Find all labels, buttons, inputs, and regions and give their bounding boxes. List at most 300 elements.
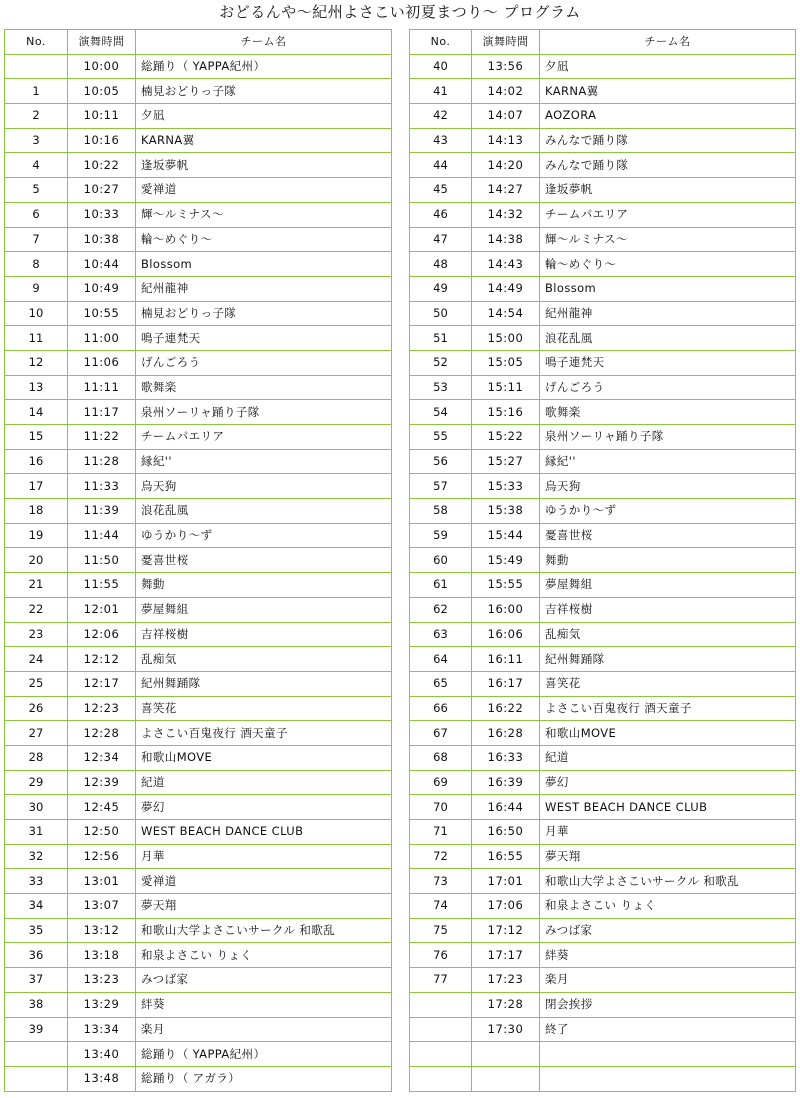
row-number: 3 xyxy=(5,128,68,153)
row-number: 5 xyxy=(5,178,68,203)
program-rows-right xyxy=(410,54,796,1091)
table-row xyxy=(5,128,392,153)
table-row xyxy=(5,844,392,869)
row-time: 15:38 xyxy=(472,499,540,524)
row-number: 17 xyxy=(5,474,68,499)
row-number: 64 xyxy=(410,647,472,672)
row-team-name: 閉会挨拶 xyxy=(540,992,796,1017)
row-number: 73 xyxy=(410,869,472,894)
row-team-name: 和歌山MOVE xyxy=(540,721,796,746)
row-time: 11:33 xyxy=(68,474,136,499)
row-team-name: みつば家 xyxy=(136,968,392,993)
table-row xyxy=(410,918,796,943)
row-number: 24 xyxy=(5,647,68,672)
row-number: 41 xyxy=(410,79,472,104)
row-number: 58 xyxy=(410,499,472,524)
row-time: 17:06 xyxy=(472,894,540,919)
row-number: 42 xyxy=(410,104,472,129)
row-team-name: 烏天狗 xyxy=(136,474,392,499)
row-time: 10:44 xyxy=(68,252,136,277)
table-row xyxy=(410,548,796,573)
row-number: 20 xyxy=(5,548,68,573)
table-row xyxy=(410,375,796,400)
row-team-name: 輝〜ルミナス〜 xyxy=(136,202,392,227)
table-row xyxy=(5,696,392,721)
row-number: 43 xyxy=(410,128,472,153)
table-row xyxy=(5,79,392,104)
row-number: 53 xyxy=(410,375,472,400)
row-time: 13:07 xyxy=(68,894,136,919)
row-team-name: 吉祥桜樹 xyxy=(540,597,796,622)
table-row xyxy=(410,54,796,79)
table-row xyxy=(5,227,392,252)
row-time: 17:23 xyxy=(472,968,540,993)
table-row xyxy=(410,869,796,894)
table-row xyxy=(5,449,392,474)
row-team-name: みんなで踊り隊 xyxy=(540,153,796,178)
table-row xyxy=(5,943,392,968)
row-team-name: 和泉よさこい りょく xyxy=(540,894,796,919)
row-number: 49 xyxy=(410,276,472,301)
table-row xyxy=(5,301,392,326)
row-time: 10:05 xyxy=(68,79,136,104)
row-team-name: KARNA翼 xyxy=(540,79,796,104)
row-number: 37 xyxy=(5,968,68,993)
table-row xyxy=(410,894,796,919)
table-row xyxy=(410,523,796,548)
row-time: 10:33 xyxy=(68,202,136,227)
table-row xyxy=(5,622,392,647)
row-team-name: 絆葵 xyxy=(136,992,392,1017)
row-time: 12:56 xyxy=(68,844,136,869)
row-number: 71 xyxy=(410,820,472,845)
row-team-name: 終了 xyxy=(540,1017,796,1042)
row-number: 56 xyxy=(410,449,472,474)
row-number xyxy=(5,1042,68,1067)
row-number: 47 xyxy=(410,227,472,252)
row-time: 14:43 xyxy=(472,252,540,277)
row-time: 11:44 xyxy=(68,523,136,548)
header-time: 演舞時間 xyxy=(472,30,540,55)
row-time: 16:28 xyxy=(472,721,540,746)
table-row xyxy=(5,597,392,622)
table-row xyxy=(410,499,796,524)
row-time: 17:30 xyxy=(472,1017,540,1042)
row-number: 10 xyxy=(5,301,68,326)
row-team-name: 愛禅道 xyxy=(136,869,392,894)
row-team-name: 総踊り（ アガラ） xyxy=(136,1066,392,1091)
row-time: 11:39 xyxy=(68,499,136,524)
row-team-name: 喜笑花 xyxy=(540,671,796,696)
table-row xyxy=(410,1042,796,1067)
table-row xyxy=(5,548,392,573)
row-time: 12:12 xyxy=(68,647,136,672)
row-team-name: 紀州舞踊隊 xyxy=(136,671,392,696)
row-time: 17:17 xyxy=(472,943,540,968)
table-row xyxy=(410,178,796,203)
row-time: 12:06 xyxy=(68,622,136,647)
table-row xyxy=(410,647,796,672)
table-row xyxy=(5,499,392,524)
row-team-name: 舞動 xyxy=(136,573,392,598)
header-team: チーム名 xyxy=(540,30,796,55)
row-time: 15:16 xyxy=(472,400,540,425)
row-time: 10:16 xyxy=(68,128,136,153)
row-number: 68 xyxy=(410,745,472,770)
row-time: 15:05 xyxy=(472,350,540,375)
row-time: 15:49 xyxy=(472,548,540,573)
row-team-name: 紀道 xyxy=(136,770,392,795)
row-time: 10:38 xyxy=(68,227,136,252)
row-number: 69 xyxy=(410,770,472,795)
row-team-name: 吉祥桜樹 xyxy=(136,622,392,647)
row-team-name: 憂喜世桜 xyxy=(540,523,796,548)
row-number: 32 xyxy=(5,844,68,869)
row-time: 12:23 xyxy=(68,696,136,721)
row-team-name: AOZORA xyxy=(540,104,796,129)
table-row xyxy=(5,1017,392,1042)
table-row xyxy=(5,647,392,672)
row-time: 14:27 xyxy=(472,178,540,203)
row-number: 74 xyxy=(410,894,472,919)
table-row xyxy=(410,844,796,869)
row-team-name: ゆうかり〜ず xyxy=(136,523,392,548)
row-team-name: 和歌山大学よさこいサークル 和歌乱 xyxy=(136,918,392,943)
row-time: 16:17 xyxy=(472,671,540,696)
row-number: 55 xyxy=(410,425,472,450)
row-team-name xyxy=(540,1042,796,1067)
row-team-name: 浪花乱風 xyxy=(136,499,392,524)
table-row xyxy=(5,573,392,598)
row-time: 17:28 xyxy=(472,992,540,1017)
table-row xyxy=(5,820,392,845)
table-row xyxy=(410,301,796,326)
row-team-name: 夢天翔 xyxy=(540,844,796,869)
table-row xyxy=(410,795,796,820)
row-time: 13:48 xyxy=(68,1066,136,1091)
table-row xyxy=(5,350,392,375)
row-team-name: みんなで踊り隊 xyxy=(540,128,796,153)
row-number: 23 xyxy=(5,622,68,647)
row-time: 14:32 xyxy=(472,202,540,227)
row-number: 13 xyxy=(5,375,68,400)
row-number: 65 xyxy=(410,671,472,696)
program-rows-left xyxy=(5,54,392,1091)
row-team-name: 逢坂夢帆 xyxy=(136,153,392,178)
table-row xyxy=(410,128,796,153)
row-time: 14:49 xyxy=(472,276,540,301)
row-number: 38 xyxy=(5,992,68,1017)
row-team-name: よさこい百鬼夜行 酒天童子 xyxy=(136,721,392,746)
row-team-name: 乱痴気 xyxy=(540,622,796,647)
row-number: 25 xyxy=(5,671,68,696)
row-time: 16:33 xyxy=(472,745,540,770)
row-team-name: チームパエリア xyxy=(136,425,392,450)
table-row xyxy=(410,820,796,845)
page-title: おどるんや〜紀州よさこい初夏まつり〜 プログラム xyxy=(219,3,581,21)
row-time: 15:33 xyxy=(472,474,540,499)
table-row xyxy=(410,350,796,375)
row-team-name: 夕凪 xyxy=(136,104,392,129)
row-number: 46 xyxy=(410,202,472,227)
row-number: 66 xyxy=(410,696,472,721)
table-row xyxy=(5,252,392,277)
row-team-name: よさこい百鬼夜行 酒天童子 xyxy=(540,696,796,721)
table-row xyxy=(410,1066,796,1091)
table-row xyxy=(410,400,796,425)
row-time: 12:01 xyxy=(68,597,136,622)
row-team-name: WEST BEACH DANCE CLUB xyxy=(136,820,392,845)
row-time: 14:54 xyxy=(472,301,540,326)
table-row xyxy=(5,968,392,993)
row-time: 16:06 xyxy=(472,622,540,647)
table-row xyxy=(5,795,392,820)
table-header-row xyxy=(5,30,392,55)
program-table-right xyxy=(409,29,796,1092)
table-row xyxy=(410,425,796,450)
row-team-name: 縁紀'' xyxy=(136,449,392,474)
row-number: 54 xyxy=(410,400,472,425)
row-time: 15:00 xyxy=(472,326,540,351)
row-time: 14:13 xyxy=(472,128,540,153)
row-number xyxy=(5,1066,68,1091)
row-team-name: 月華 xyxy=(540,820,796,845)
row-number: 59 xyxy=(410,523,472,548)
row-number: 36 xyxy=(5,943,68,968)
row-number xyxy=(410,1066,472,1091)
row-team-name: ゆうかり〜ず xyxy=(540,499,796,524)
row-team-name: 輝〜ルミナス〜 xyxy=(540,227,796,252)
row-time: 13:40 xyxy=(68,1042,136,1067)
table-row xyxy=(5,400,392,425)
row-time: 12:45 xyxy=(68,795,136,820)
row-number xyxy=(5,54,68,79)
row-time: 12:50 xyxy=(68,820,136,845)
table-row xyxy=(5,326,392,351)
row-team-name: Blossom xyxy=(540,276,796,301)
table-row xyxy=(5,276,392,301)
table-row xyxy=(5,375,392,400)
row-team-name xyxy=(540,1066,796,1091)
table-row xyxy=(5,523,392,548)
table-row xyxy=(410,104,796,129)
table-row xyxy=(5,104,392,129)
table-row xyxy=(5,178,392,203)
row-team-name: 総踊り（ YAPPA紀州） xyxy=(136,1042,392,1067)
row-number: 35 xyxy=(5,918,68,943)
row-time: 12:17 xyxy=(68,671,136,696)
row-time: 11:28 xyxy=(68,449,136,474)
row-time: 15:55 xyxy=(472,573,540,598)
row-number: 6 xyxy=(5,202,68,227)
row-team-name: 総踊り（ YAPPA紀州） xyxy=(136,54,392,79)
row-team-name: 楠見おどりっ子隊 xyxy=(136,79,392,104)
row-team-name: 喜笑花 xyxy=(136,696,392,721)
row-team-name: 夢屋舞組 xyxy=(540,573,796,598)
row-time: 14:20 xyxy=(472,153,540,178)
row-team-name: 輪〜めぐり〜 xyxy=(540,252,796,277)
table-row xyxy=(5,1066,392,1091)
row-team-name: 泉州ソーリャ踊り子隊 xyxy=(540,425,796,450)
row-time: 16:11 xyxy=(472,647,540,672)
row-time: 13:29 xyxy=(68,992,136,1017)
row-time: 11:17 xyxy=(68,400,136,425)
row-time: 12:34 xyxy=(68,745,136,770)
row-team-name: 紀州龍神 xyxy=(540,301,796,326)
row-time: 13:56 xyxy=(472,54,540,79)
table-row xyxy=(410,79,796,104)
row-team-name: 月華 xyxy=(136,844,392,869)
row-time: 16:00 xyxy=(472,597,540,622)
row-team-name: 和泉よさこい りょく xyxy=(136,943,392,968)
row-time: 16:44 xyxy=(472,795,540,820)
row-team-name: 鳴子連梵天 xyxy=(540,350,796,375)
row-number: 60 xyxy=(410,548,472,573)
row-team-name: Blossom xyxy=(136,252,392,277)
table-row xyxy=(410,992,796,1017)
header-no: No. xyxy=(5,30,68,55)
row-number: 44 xyxy=(410,153,472,178)
row-time: 13:01 xyxy=(68,869,136,894)
row-time xyxy=(472,1066,540,1091)
table-row xyxy=(410,943,796,968)
row-team-name: 乱痴気 xyxy=(136,647,392,672)
row-number: 15 xyxy=(5,425,68,450)
row-number: 26 xyxy=(5,696,68,721)
row-number: 48 xyxy=(410,252,472,277)
row-time: 10:11 xyxy=(68,104,136,129)
row-team-name: 夢屋舞組 xyxy=(136,597,392,622)
row-time: 14:07 xyxy=(472,104,540,129)
row-number: 22 xyxy=(5,597,68,622)
table-row xyxy=(410,1017,796,1042)
table-row xyxy=(410,153,796,178)
table-row xyxy=(410,573,796,598)
table-row xyxy=(410,597,796,622)
table-row xyxy=(410,696,796,721)
row-number: 57 xyxy=(410,474,472,499)
table-header-row xyxy=(410,30,796,55)
row-number: 70 xyxy=(410,795,472,820)
row-time: 17:01 xyxy=(472,869,540,894)
row-number: 75 xyxy=(410,918,472,943)
row-team-name: みつば家 xyxy=(540,918,796,943)
row-time: 13:34 xyxy=(68,1017,136,1042)
row-time xyxy=(472,1042,540,1067)
row-number: 19 xyxy=(5,523,68,548)
row-team-name: 鳴子連梵天 xyxy=(136,326,392,351)
row-number: 18 xyxy=(5,499,68,524)
row-number: 9 xyxy=(5,276,68,301)
table-row xyxy=(410,276,796,301)
row-number: 62 xyxy=(410,597,472,622)
row-time: 16:50 xyxy=(472,820,540,845)
row-team-name: 紀道 xyxy=(540,745,796,770)
table-row xyxy=(5,918,392,943)
row-number: 45 xyxy=(410,178,472,203)
row-number: 51 xyxy=(410,326,472,351)
table-row xyxy=(5,671,392,696)
row-team-name: 歌舞楽 xyxy=(540,400,796,425)
row-team-name: 逢坂夢帆 xyxy=(540,178,796,203)
row-time: 12:28 xyxy=(68,721,136,746)
row-number: 40 xyxy=(410,54,472,79)
row-time: 10:22 xyxy=(68,153,136,178)
row-team-name: WEST BEACH DANCE CLUB xyxy=(540,795,796,820)
row-time: 11:22 xyxy=(68,425,136,450)
row-time: 10:00 xyxy=(68,54,136,79)
table-row xyxy=(5,869,392,894)
row-time: 13:12 xyxy=(68,918,136,943)
row-number: 67 xyxy=(410,721,472,746)
row-time: 13:18 xyxy=(68,943,136,968)
row-number: 11 xyxy=(5,326,68,351)
row-team-name: 愛禅道 xyxy=(136,178,392,203)
row-time: 14:38 xyxy=(472,227,540,252)
table-row xyxy=(410,671,796,696)
row-team-name: 楠見おどりっ子隊 xyxy=(136,301,392,326)
row-number: 14 xyxy=(5,400,68,425)
table-row xyxy=(410,622,796,647)
row-number: 52 xyxy=(410,350,472,375)
row-number: 2 xyxy=(5,104,68,129)
table-row xyxy=(410,227,796,252)
row-time: 11:06 xyxy=(68,350,136,375)
row-team-name: 和歌山MOVE xyxy=(136,745,392,770)
row-number: 12 xyxy=(5,350,68,375)
row-team-name: 夢天翔 xyxy=(136,894,392,919)
row-team-name: 楽月 xyxy=(136,1017,392,1042)
table-row xyxy=(410,449,796,474)
row-time: 16:55 xyxy=(472,844,540,869)
row-time: 13:23 xyxy=(68,968,136,993)
table-row xyxy=(5,54,392,79)
row-team-name: 夢幻 xyxy=(136,795,392,820)
row-time: 12:39 xyxy=(68,770,136,795)
table-row xyxy=(410,252,796,277)
table-row xyxy=(5,153,392,178)
row-number: 72 xyxy=(410,844,472,869)
row-number xyxy=(410,992,472,1017)
table-row xyxy=(410,721,796,746)
row-number: 16 xyxy=(5,449,68,474)
row-time: 10:55 xyxy=(68,301,136,326)
row-time: 11:00 xyxy=(68,326,136,351)
row-number: 4 xyxy=(5,153,68,178)
row-time: 15:11 xyxy=(472,375,540,400)
row-number: 21 xyxy=(5,573,68,598)
row-time: 11:11 xyxy=(68,375,136,400)
row-team-name: 紀州龍神 xyxy=(136,276,392,301)
row-number: 61 xyxy=(410,573,472,598)
row-team-name: チームパエリア xyxy=(540,202,796,227)
table-row xyxy=(5,425,392,450)
row-time: 10:49 xyxy=(68,276,136,301)
row-number xyxy=(410,1017,472,1042)
header-time: 演舞時間 xyxy=(68,30,136,55)
row-number: 50 xyxy=(410,301,472,326)
row-team-name: 和歌山大学よさこいサークル 和歌乱 xyxy=(540,869,796,894)
row-number: 8 xyxy=(5,252,68,277)
table-row xyxy=(410,202,796,227)
row-number: 76 xyxy=(410,943,472,968)
table-row xyxy=(5,721,392,746)
table-row xyxy=(410,474,796,499)
row-team-name: KARNA翼 xyxy=(136,128,392,153)
table-row xyxy=(410,745,796,770)
row-time: 14:02 xyxy=(472,79,540,104)
header-no: No. xyxy=(410,30,472,55)
